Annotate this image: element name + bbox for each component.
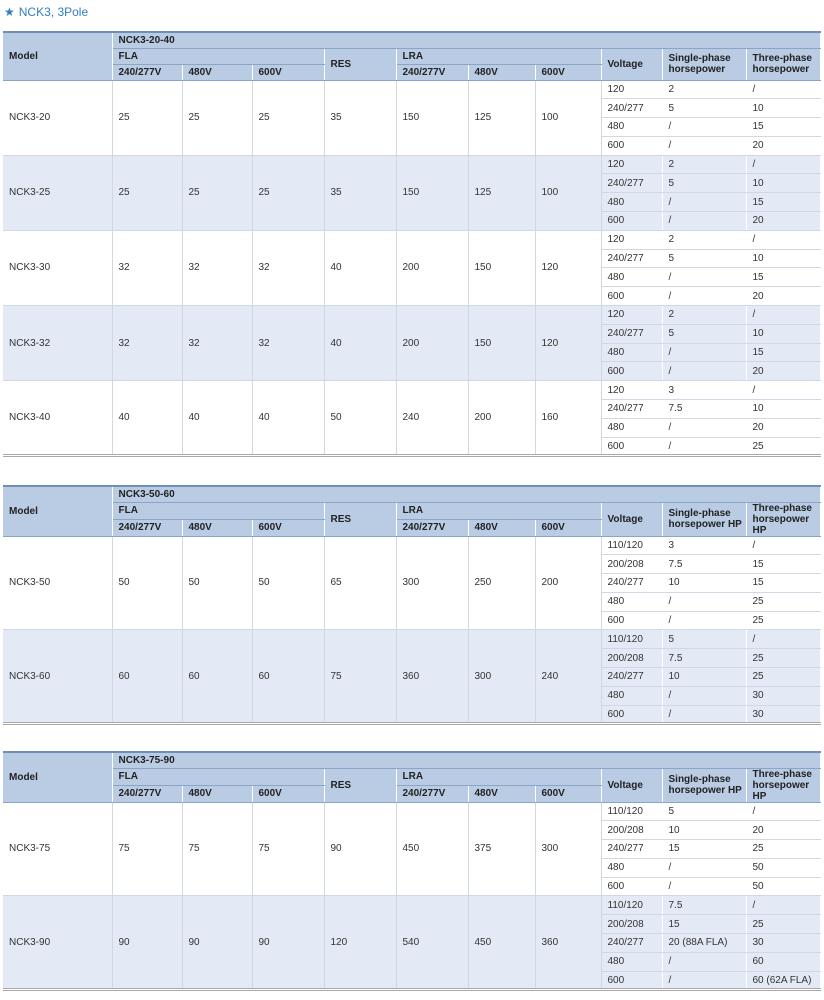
cell-voltage: 200/208 [601, 821, 662, 840]
table-row [3, 381, 820, 400]
cell-fla3: 32 [252, 306, 324, 381]
header-lra-240: 240/277V [396, 519, 468, 536]
header-fla-240: 240/277V [112, 519, 182, 536]
cell-voltage: 240/277 [601, 400, 662, 419]
header-model: Model [3, 752, 112, 802]
cell-res: 65 [324, 536, 396, 630]
cell-lra2: 450 [468, 896, 535, 990]
cell-voltage: 110/120 [601, 896, 662, 915]
cell-fla2: 50 [182, 536, 252, 630]
cell-single-phase-hp: / [662, 705, 746, 724]
header-group: NCK3-20-40 [112, 32, 820, 48]
cell-fla2: 25 [182, 155, 252, 230]
cell-three-phase-hp: 25 [746, 840, 820, 859]
cell-voltage: 200/208 [601, 915, 662, 934]
cell-model: NCK3-32 [3, 306, 112, 381]
cell-single-phase-hp: 5 [662, 99, 746, 118]
header-group: NCK3-75-90 [112, 752, 820, 768]
header-fla: FLA [112, 768, 324, 785]
header-fla-600: 600V [252, 785, 324, 802]
cell-single-phase-hp: 5 [662, 802, 746, 821]
header-fla: FLA [112, 48, 324, 64]
cell-model: NCK3-25 [3, 155, 112, 230]
cell-single-phase-hp: / [662, 287, 746, 306]
cell-three-phase-hp: / [746, 306, 820, 325]
spec-table-nck3-75-90 [3, 751, 821, 991]
cell-voltage: 480 [601, 592, 662, 611]
header-three-phase-hp: Three-phase horsepower HP [746, 768, 820, 802]
header-voltage: Voltage [601, 48, 662, 80]
cell-single-phase-hp: 7.5 [662, 555, 746, 574]
header-single-phase-hp: Single-phase horsepower HP [662, 768, 746, 802]
cell-res: 40 [324, 230, 396, 305]
cell-lra2: 200 [468, 381, 535, 456]
cell-lra1: 150 [396, 155, 468, 230]
cell-res: 35 [324, 155, 396, 230]
header-lra-600: 600V [535, 64, 601, 80]
header-single-phase-hp: Single-phase horsepower HP [662, 502, 746, 536]
cell-single-phase-hp: / [662, 136, 746, 155]
cell-voltage: 600 [601, 611, 662, 630]
table-row [3, 536, 820, 555]
cell-lra1: 200 [396, 230, 468, 305]
cell-single-phase-hp: 2 [662, 230, 746, 249]
cell-fla3: 50 [252, 536, 324, 630]
cell-lra3: 120 [535, 306, 601, 381]
cell-three-phase-hp: 20 [746, 287, 820, 306]
cell-three-phase-hp: 25 [746, 437, 820, 456]
header-lra-480: 480V [468, 519, 535, 536]
table-row [3, 630, 820, 649]
table-row [3, 896, 820, 915]
spec-table-nck3-20-40 [3, 31, 821, 457]
cell-fla1: 32 [112, 306, 182, 381]
header-lra-480: 480V [468, 785, 535, 802]
cell-three-phase-hp: 10 [746, 249, 820, 268]
cell-single-phase-hp: / [662, 418, 746, 437]
cell-fla2: 40 [182, 381, 252, 456]
cell-single-phase-hp: / [662, 268, 746, 287]
cell-res: 35 [324, 80, 396, 155]
cell-voltage: 600 [601, 971, 662, 990]
header-fla-480: 480V [182, 64, 252, 80]
spec-table-nck3-50-60 [3, 485, 821, 725]
cell-lra3: 120 [535, 230, 601, 305]
header-lra: LRA [396, 48, 601, 64]
cell-lra2: 300 [468, 630, 535, 724]
cell-res: 75 [324, 630, 396, 724]
cell-three-phase-hp: 25 [746, 915, 820, 934]
cell-three-phase-hp: 30 [746, 705, 820, 724]
cell-voltage: 480 [601, 686, 662, 705]
header-fla-240: 240/277V [112, 64, 182, 80]
cell-single-phase-hp: 2 [662, 306, 746, 325]
cell-voltage: 110/120 [601, 536, 662, 555]
cell-model: NCK3-30 [3, 230, 112, 305]
cell-fla1: 60 [112, 630, 182, 724]
cell-three-phase-hp: 50 [746, 858, 820, 877]
cell-model: NCK3-50 [3, 536, 112, 630]
cell-fla3: 75 [252, 802, 324, 896]
header-voltage: Voltage [601, 768, 662, 802]
header-res: RES [324, 48, 396, 80]
cell-three-phase-hp: / [746, 381, 820, 400]
cell-voltage: 110/120 [601, 630, 662, 649]
cell-fla3: 90 [252, 896, 324, 990]
cell-three-phase-hp: 20 [746, 418, 820, 437]
header-model: Model [3, 486, 112, 536]
table-row [3, 802, 820, 821]
cell-lra3: 100 [535, 155, 601, 230]
header-fla-600: 600V [252, 64, 324, 80]
cell-single-phase-hp: 20 (88A FLA) [662, 934, 746, 953]
table-row [3, 306, 820, 325]
cell-res: 90 [324, 802, 396, 896]
cell-lra2: 150 [468, 306, 535, 381]
cell-fla2: 32 [182, 306, 252, 381]
cell-three-phase-hp: 15 [746, 193, 820, 212]
cell-lra1: 540 [396, 896, 468, 990]
header-lra-600: 600V [535, 519, 601, 536]
cell-fla2: 90 [182, 896, 252, 990]
cell-three-phase-hp: / [746, 80, 820, 99]
cell-model: NCK3-60 [3, 630, 112, 724]
header-three-phase-hp: Three-phase horsepower [746, 48, 820, 80]
cell-three-phase-hp: 25 [746, 668, 820, 687]
cell-fla3: 40 [252, 381, 324, 456]
cell-voltage: 120 [601, 230, 662, 249]
header-lra-240: 240/277V [396, 64, 468, 80]
cell-single-phase-hp: 3 [662, 536, 746, 555]
header-three-phase-hp: Three-phase horsepower HP [746, 502, 820, 536]
cell-voltage: 480 [601, 118, 662, 137]
cell-three-phase-hp: 50 [746, 877, 820, 896]
cell-lra2: 375 [468, 802, 535, 896]
cell-single-phase-hp: 5 [662, 249, 746, 268]
cell-voltage: 600 [601, 437, 662, 456]
cell-three-phase-hp: 20 [746, 821, 820, 840]
cell-three-phase-hp: 60 (62A FLA) [746, 971, 820, 990]
cell-voltage: 480 [601, 193, 662, 212]
cell-fla3: 25 [252, 80, 324, 155]
cell-three-phase-hp: / [746, 896, 820, 915]
cell-single-phase-hp: / [662, 437, 746, 456]
cell-voltage: 240/277 [601, 324, 662, 343]
cell-single-phase-hp: 7.5 [662, 896, 746, 915]
cell-fla1: 90 [112, 896, 182, 990]
cell-fla2: 32 [182, 230, 252, 305]
page-title-text: NCK3, 3Pole [18, 5, 89, 19]
cell-single-phase-hp: 7.5 [662, 400, 746, 419]
cell-voltage: 600 [601, 136, 662, 155]
cell-voltage: 480 [601, 952, 662, 971]
cell-voltage: 600 [601, 287, 662, 306]
cell-lra1: 150 [396, 80, 468, 155]
header-model: Model [3, 32, 112, 80]
cell-fla1: 25 [112, 155, 182, 230]
cell-single-phase-hp: / [662, 686, 746, 705]
cell-model: NCK3-40 [3, 381, 112, 456]
cell-three-phase-hp: / [746, 802, 820, 821]
header-res: RES [324, 768, 396, 802]
cell-voltage: 600 [601, 212, 662, 231]
star-icon: ★ [4, 5, 15, 19]
cell-lra3: 240 [535, 630, 601, 724]
cell-three-phase-hp: 15 [746, 343, 820, 362]
cell-voltage: 120 [601, 155, 662, 174]
cell-single-phase-hp: 3 [662, 381, 746, 400]
cell-lra1: 240 [396, 381, 468, 456]
cell-fla1: 25 [112, 80, 182, 155]
cell-single-phase-hp: / [662, 952, 746, 971]
cell-fla1: 40 [112, 381, 182, 456]
cell-fla1: 50 [112, 536, 182, 630]
cell-voltage: 200/208 [601, 555, 662, 574]
cell-lra3: 360 [535, 896, 601, 990]
cell-three-phase-hp: 60 [746, 952, 820, 971]
header-group: NCK3-50-60 [112, 486, 820, 502]
cell-single-phase-hp: 5 [662, 174, 746, 193]
cell-lra2: 150 [468, 230, 535, 305]
cell-three-phase-hp: 10 [746, 400, 820, 419]
cell-voltage: 120 [601, 381, 662, 400]
header-lra-480: 480V [468, 64, 535, 80]
cell-three-phase-hp: 30 [746, 934, 820, 953]
cell-three-phase-hp: / [746, 155, 820, 174]
cell-model: NCK3-90 [3, 896, 112, 990]
cell-voltage: 600 [601, 705, 662, 724]
cell-voltage: 480 [601, 418, 662, 437]
cell-voltage: 240/277 [601, 574, 662, 593]
header-fla-600: 600V [252, 519, 324, 536]
cell-fla2: 25 [182, 80, 252, 155]
cell-single-phase-hp: / [662, 971, 746, 990]
header-single-phase-hp: Single-phase horsepower [662, 48, 746, 80]
header-res: RES [324, 502, 396, 536]
cell-voltage: 600 [601, 877, 662, 896]
cell-single-phase-hp: 5 [662, 324, 746, 343]
cell-three-phase-hp: 10 [746, 99, 820, 118]
cell-res: 50 [324, 381, 396, 456]
table-row [3, 80, 820, 99]
cell-fla1: 75 [112, 802, 182, 896]
cell-voltage: 480 [601, 858, 662, 877]
header-fla: FLA [112, 502, 324, 519]
cell-voltage: 480 [601, 268, 662, 287]
cell-three-phase-hp: 25 [746, 592, 820, 611]
cell-single-phase-hp: 10 [662, 821, 746, 840]
cell-lra1: 360 [396, 630, 468, 724]
cell-single-phase-hp: / [662, 118, 746, 137]
cell-single-phase-hp: 15 [662, 840, 746, 859]
cell-three-phase-hp: 30 [746, 686, 820, 705]
header-fla-480: 480V [182, 785, 252, 802]
cell-lra2: 125 [468, 80, 535, 155]
header-voltage: Voltage [601, 502, 662, 536]
cell-fla1: 32 [112, 230, 182, 305]
cell-three-phase-hp: 10 [746, 174, 820, 193]
cell-lra1: 450 [396, 802, 468, 896]
cell-model: NCK3-75 [3, 802, 112, 896]
cell-single-phase-hp: 2 [662, 80, 746, 99]
cell-fla3: 25 [252, 155, 324, 230]
cell-three-phase-hp: / [746, 630, 820, 649]
page-title [4, 4, 88, 20]
cell-lra3: 300 [535, 802, 601, 896]
cell-single-phase-hp: 10 [662, 574, 746, 593]
header-lra-600: 600V [535, 785, 601, 802]
header-lra: LRA [396, 502, 601, 519]
table-row [3, 155, 820, 174]
cell-three-phase-hp: 15 [746, 574, 820, 593]
cell-single-phase-hp: 10 [662, 668, 746, 687]
cell-three-phase-hp: 20 [746, 362, 820, 381]
cell-three-phase-hp: 15 [746, 118, 820, 137]
header-fla-240: 240/277V [112, 785, 182, 802]
header-fla-480: 480V [182, 519, 252, 536]
cell-single-phase-hp: / [662, 858, 746, 877]
header-lra: LRA [396, 768, 601, 785]
cell-single-phase-hp: / [662, 362, 746, 381]
cell-three-phase-hp: / [746, 230, 820, 249]
cell-single-phase-hp: / [662, 592, 746, 611]
cell-single-phase-hp: 7.5 [662, 649, 746, 668]
cell-fla3: 60 [252, 630, 324, 724]
cell-voltage: 240/277 [601, 668, 662, 687]
cell-lra1: 200 [396, 306, 468, 381]
cell-lra1: 300 [396, 536, 468, 630]
cell-model: NCK3-20 [3, 80, 112, 155]
cell-voltage: 240/277 [601, 99, 662, 118]
cell-lra3: 200 [535, 536, 601, 630]
cell-single-phase-hp: / [662, 193, 746, 212]
cell-single-phase-hp: / [662, 611, 746, 630]
cell-three-phase-hp: 20 [746, 212, 820, 231]
cell-single-phase-hp: / [662, 343, 746, 362]
cell-lra3: 160 [535, 381, 601, 456]
cell-lra3: 100 [535, 80, 601, 155]
cell-single-phase-hp: 5 [662, 630, 746, 649]
cell-fla2: 75 [182, 802, 252, 896]
cell-fla3: 32 [252, 230, 324, 305]
cell-voltage: 120 [601, 80, 662, 99]
cell-three-phase-hp: 20 [746, 136, 820, 155]
cell-voltage: 120 [601, 306, 662, 325]
cell-voltage: 240/277 [601, 840, 662, 859]
cell-res: 120 [324, 896, 396, 990]
cell-voltage: 600 [601, 362, 662, 381]
cell-fla2: 60 [182, 630, 252, 724]
cell-three-phase-hp: / [746, 536, 820, 555]
cell-voltage: 110/120 [601, 802, 662, 821]
cell-voltage: 200/208 [601, 649, 662, 668]
cell-voltage: 240/277 [601, 174, 662, 193]
cell-single-phase-hp: 15 [662, 915, 746, 934]
cell-single-phase-hp: / [662, 212, 746, 231]
cell-voltage: 240/277 [601, 934, 662, 953]
cell-three-phase-hp: 15 [746, 555, 820, 574]
cell-lra2: 250 [468, 536, 535, 630]
table-row [3, 230, 820, 249]
cell-three-phase-hp: 25 [746, 649, 820, 668]
cell-three-phase-hp: 15 [746, 268, 820, 287]
cell-lra2: 125 [468, 155, 535, 230]
cell-single-phase-hp: / [662, 877, 746, 896]
cell-three-phase-hp: 10 [746, 324, 820, 343]
cell-three-phase-hp: 25 [746, 611, 820, 630]
cell-voltage: 480 [601, 343, 662, 362]
cell-single-phase-hp: 2 [662, 155, 746, 174]
cell-res: 40 [324, 306, 396, 381]
cell-voltage: 240/277 [601, 249, 662, 268]
header-lra-240: 240/277V [396, 785, 468, 802]
